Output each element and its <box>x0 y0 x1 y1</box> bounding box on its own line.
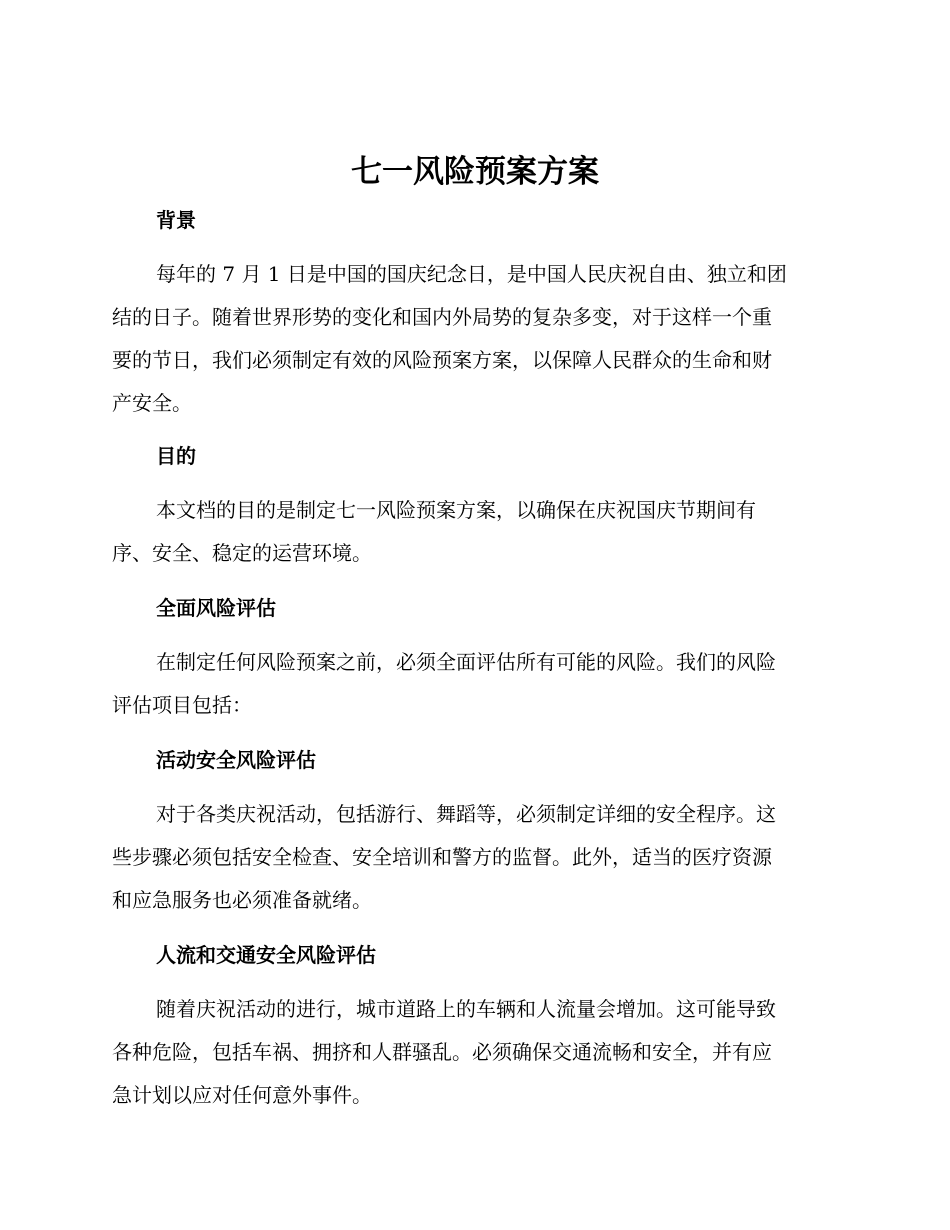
paragraph-line: 对于各类庆祝活动，包括游行、舞蹈等，必须制定详细的安全程序。这 <box>156 802 776 826</box>
paragraph-line: 结的日子。随着世界形势的变化和国内外局势的复杂多变，对于这样一个重 <box>112 305 772 329</box>
section-heading-risk-assessment: 全面风险评估 <box>156 596 276 620</box>
paragraph-line: 随着庆祝活动的进行，城市道路上的车辆和人流量会增加。这可能导致 <box>156 997 776 1021</box>
section-paragraph-risk-assessment <box>112 641 832 727</box>
paragraph-line: 评估项目包括： <box>112 693 252 717</box>
section-heading-traffic-safety: 人流和交通安全风险评估 <box>156 943 376 967</box>
paragraph-line: 些步骤必须包括安全检查、安全培训和警方的监督。此外，适当的医疗资源 <box>112 845 772 869</box>
document-title: 七一风险预案方案 <box>351 154 599 190</box>
section-heading-background: 背景 <box>156 208 196 232</box>
paragraph-line: 在制定任何风险预案之前，必须全面评估所有可能的风险。我们的风险 <box>156 650 776 674</box>
section-heading-activity-safety: 活动安全风险评估 <box>156 748 316 772</box>
section-paragraph-background <box>112 253 832 425</box>
paragraph-line: 急计划以应对任何意外事件。 <box>112 1083 372 1107</box>
section-paragraph-purpose <box>112 489 832 575</box>
section-paragraph-activity-safety <box>112 793 832 922</box>
section-heading-purpose: 目的 <box>156 444 196 468</box>
paragraph-line: 本文档的目的是制定七一风险预案方案，以确保在庆祝国庆节期间有 <box>156 498 756 522</box>
paragraph-line: 序、安全、稳定的运营环境。 <box>112 541 372 565</box>
paragraph-line: 要的节日，我们必须制定有效的风险预案方案，以保障人民群众的生命和财 <box>112 348 772 372</box>
paragraph-line: 产安全。 <box>112 391 192 415</box>
section-paragraph-traffic-safety <box>112 988 832 1117</box>
paragraph-line: 各种危险，包括车祸、拥挤和人群骚乱。必须确保交通流畅和安全，并有应 <box>112 1040 772 1064</box>
paragraph-line: 每年的 7 月 1 日是中国的国庆纪念日，是中国人民庆祝自由、独立和团 <box>156 262 787 286</box>
paragraph-line: 和应急服务也必须准备就绪。 <box>112 888 372 912</box>
